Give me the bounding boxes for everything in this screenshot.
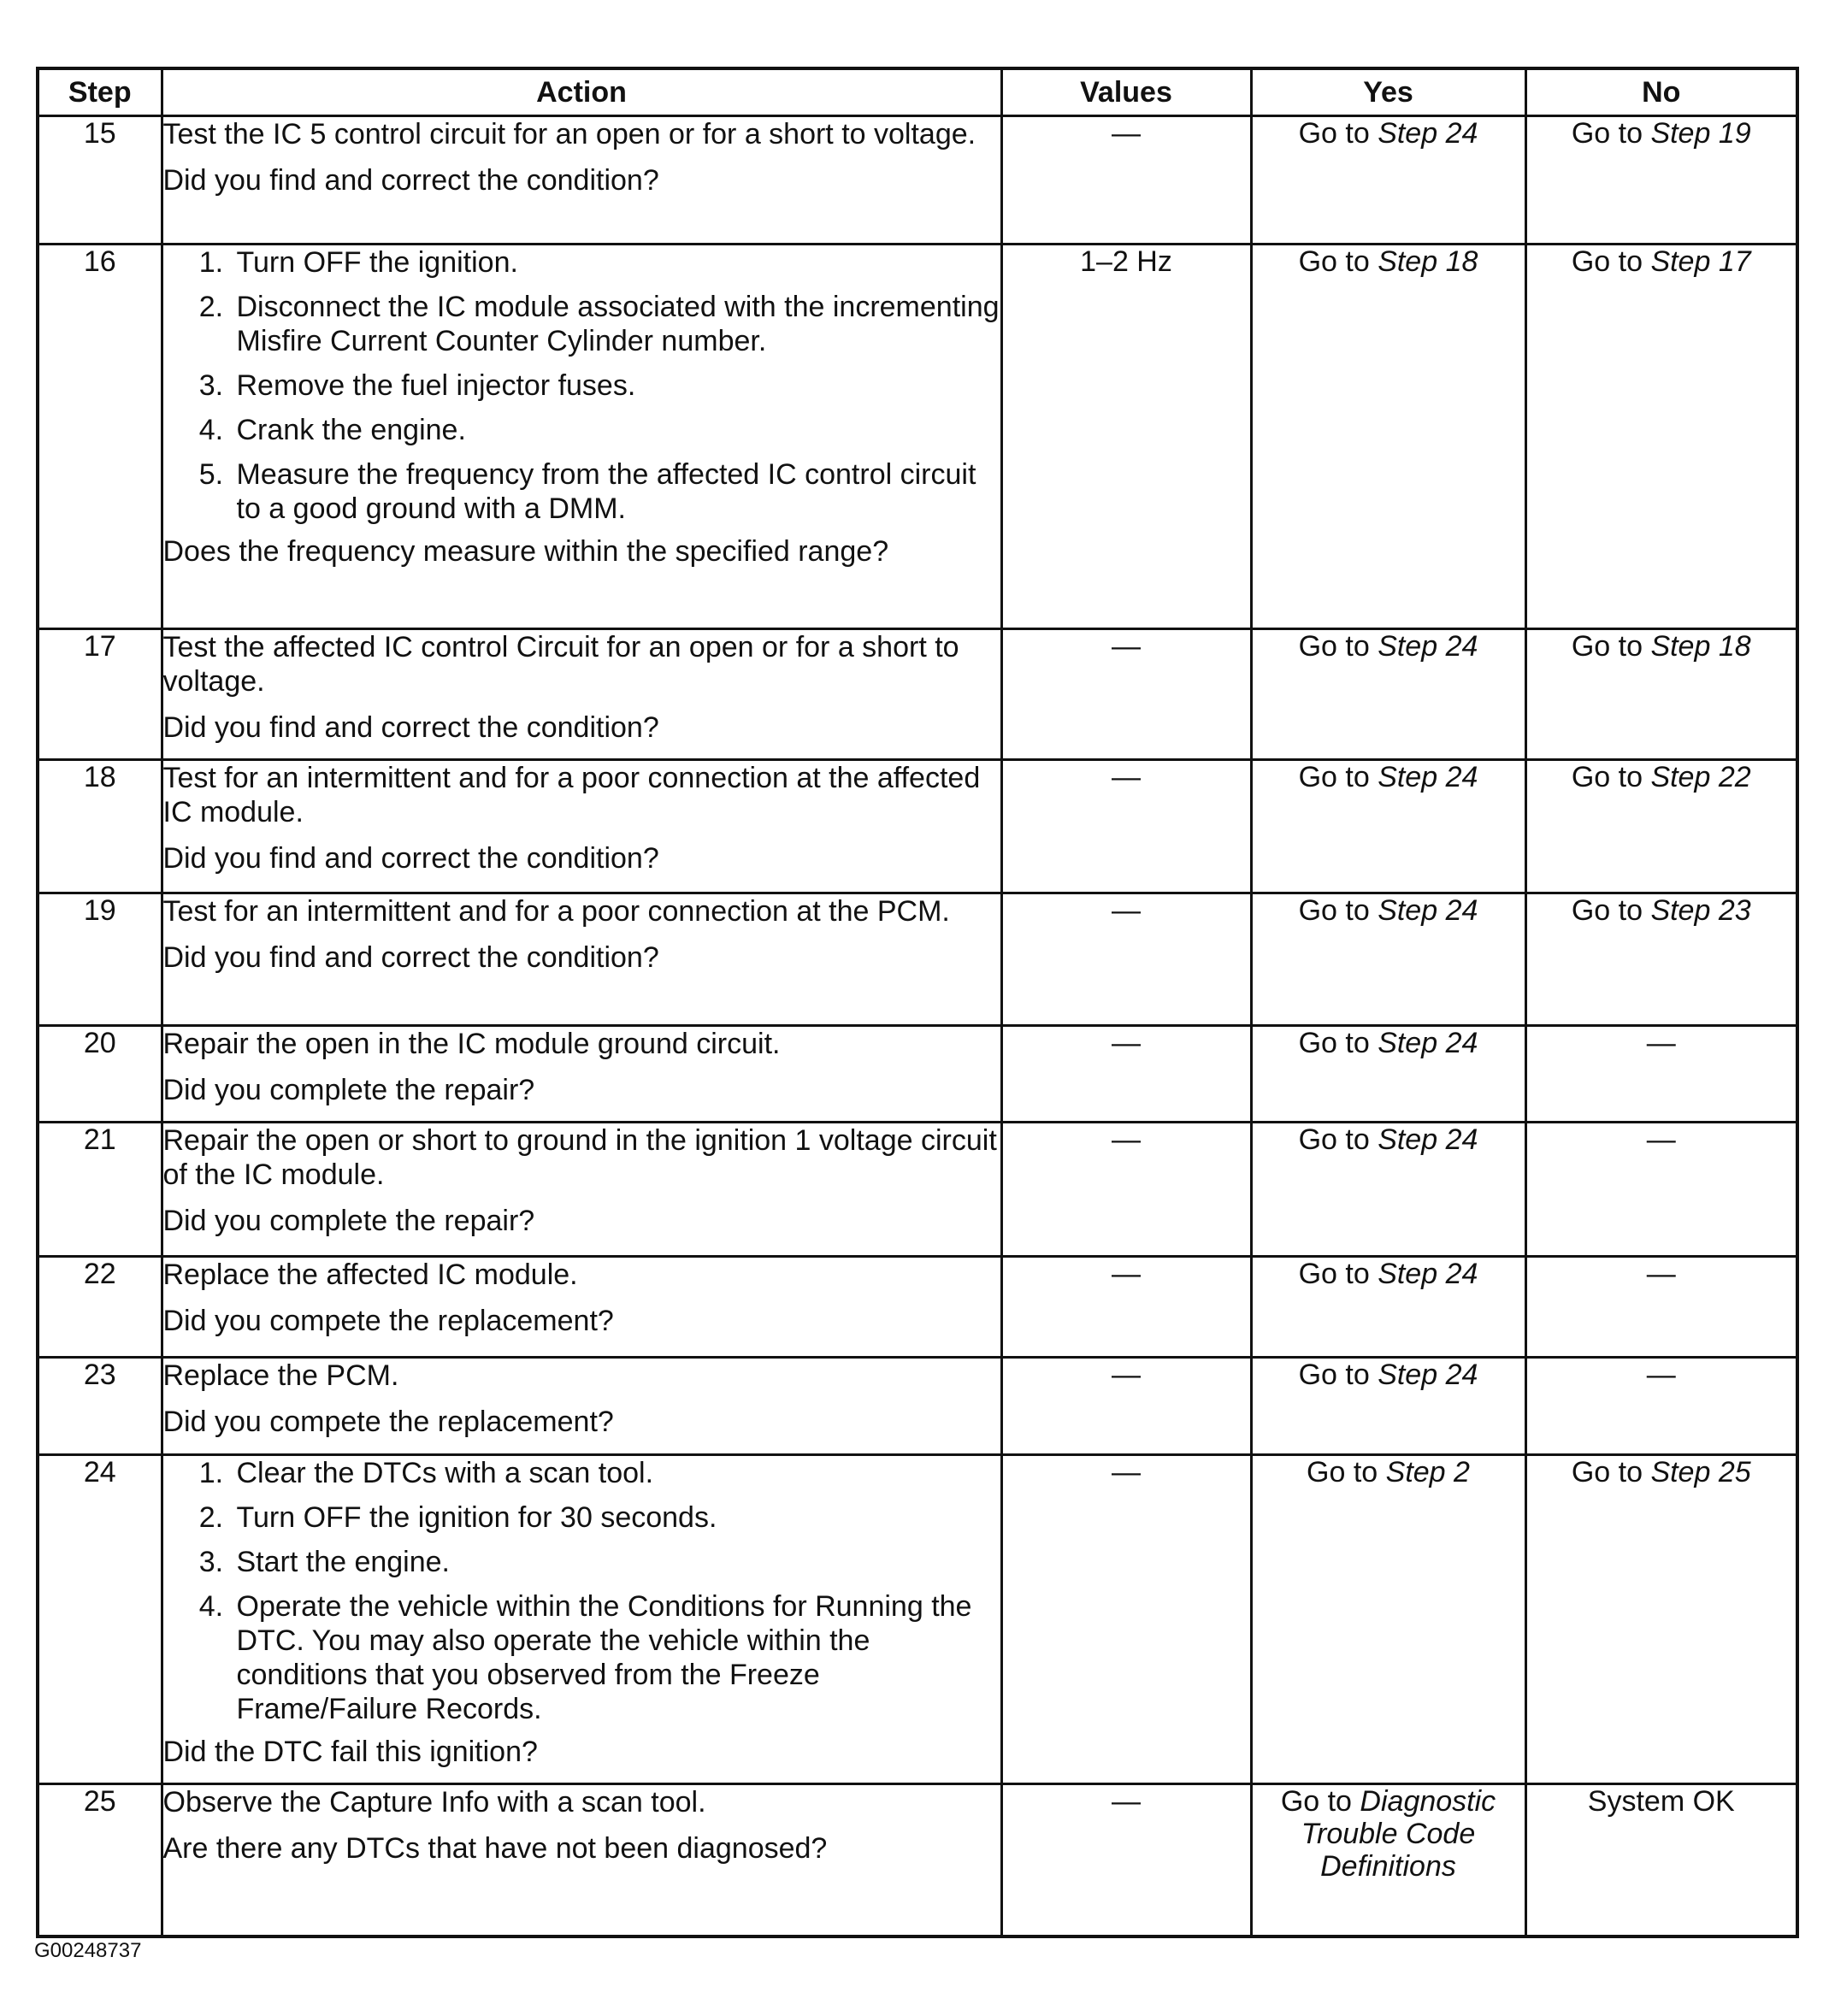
no-cell [1525, 1358, 1797, 1455]
goto-prefix: Go to [1298, 1123, 1378, 1156]
goto-target-link[interactable]: Step 23 [1650, 894, 1751, 927]
no-result-text: — [1646, 1123, 1676, 1156]
yes-cell [1251, 1784, 1525, 1936]
goto-target-link[interactable]: Step 24 [1378, 1359, 1478, 1391]
goto-target-link[interactable]: Step 24 [1378, 1258, 1478, 1290]
goto-target-link[interactable]: Diagnostic Trouble Code Definitions [1301, 1785, 1496, 1883]
action-intro: Observe the Capture Info with a scan tool. [162, 1786, 706, 1819]
goto-prefix: Go to [1298, 894, 1378, 927]
action-question: Did you find and correct the condition? [162, 164, 659, 197]
action-question: Does the frequency measure within the specified range? [162, 535, 889, 568]
table-row [38, 1455, 1797, 1784]
action-question: Did you complete the repair? [162, 1074, 535, 1106]
yes-cell [1251, 245, 1525, 629]
goto-prefix: Go to [1298, 1258, 1378, 1290]
no-cell [1525, 760, 1797, 893]
values-cell: — [1001, 629, 1251, 760]
action-step-item: 2. Turn OFF the ignition for 30 seconds. [232, 1500, 1000, 1535]
no-cell [1525, 1455, 1797, 1784]
step-number: 19 [38, 893, 162, 1026]
goto-target-link[interactable]: Step 22 [1650, 761, 1751, 793]
action-question: Did you complete the repair? [162, 1205, 535, 1237]
no-result-text: System OK [1587, 1785, 1735, 1818]
no-cell [1525, 1784, 1797, 1936]
action-step-item: 5. Measure the frequency from the affected IC control circuit to a good ground with a DMM. [232, 457, 1000, 526]
column-header-values: Values [1001, 68, 1251, 116]
table-row [38, 893, 1797, 1026]
step-number: 22 [38, 1257, 162, 1358]
action-step-item: 2. Disconnect the IC module associated with the incrementing Misfire Current Counter Cylinder number. [232, 290, 1000, 358]
action-cell [162, 1358, 1001, 1455]
values-cell: — [1001, 1455, 1251, 1784]
step-number: 25 [38, 1784, 162, 1936]
goto-target-link[interactable]: Step 18 [1650, 630, 1751, 663]
step-number: 17 [38, 629, 162, 760]
table-row [38, 760, 1797, 893]
step-number: 21 [38, 1123, 162, 1257]
values-cell: — [1001, 1257, 1251, 1358]
values-cell: — [1001, 1358, 1251, 1455]
column-header-yes: Yes [1251, 68, 1525, 116]
action-question: Did you find and correct the condition? [162, 842, 659, 875]
action-intro: Test for an intermittent and for a poor connection at the affected IC module. [162, 762, 981, 828]
action-intro: Test the affected IC control Circuit for an open or for a short to voltage. [162, 631, 959, 698]
step-number: 24 [38, 1455, 162, 1784]
values-cell: — [1001, 1123, 1251, 1257]
no-result-text: — [1646, 1258, 1676, 1290]
goto-prefix: Go to [1571, 894, 1651, 927]
no-cell [1525, 245, 1797, 629]
goto-target-link[interactable]: Step 24 [1378, 117, 1478, 150]
no-cell [1525, 1026, 1797, 1123]
goto-prefix: Go to [1298, 117, 1378, 150]
action-question: Did you find and correct the condition? [162, 941, 659, 974]
values-cell: — [1001, 760, 1251, 893]
action-cell [162, 116, 1001, 245]
values-cell: — [1001, 893, 1251, 1026]
step-number: 18 [38, 760, 162, 893]
table-header-row [38, 68, 1797, 116]
goto-target-link[interactable]: Step 24 [1378, 894, 1478, 927]
goto-prefix: Go to [1571, 245, 1651, 278]
goto-target-link[interactable]: Step 2 [1385, 1456, 1470, 1488]
action-cell [162, 629, 1001, 760]
goto-target-link[interactable]: Step 17 [1650, 245, 1751, 278]
action-step-item: 3. Start the engine. [232, 1545, 1000, 1579]
action-intro: Test for an intermittent and for a poor connection at the PCM. [162, 895, 950, 928]
no-cell [1525, 116, 1797, 245]
step-number: 15 [38, 116, 162, 245]
action-cell [162, 245, 1001, 629]
action-intro: Replace the affected IC module. [162, 1259, 578, 1291]
goto-target-link[interactable]: Step 24 [1378, 1123, 1478, 1156]
column-header-step: Step [38, 68, 162, 116]
no-cell [1525, 629, 1797, 760]
goto-prefix: Go to [1280, 1785, 1360, 1818]
no-cell [1525, 893, 1797, 1026]
action-question: Did you find and correct the condition? [162, 711, 659, 744]
yes-cell [1251, 1455, 1525, 1784]
goto-prefix: Go to [1298, 761, 1378, 793]
yes-cell [1251, 1123, 1525, 1257]
table-row [38, 1257, 1797, 1358]
table-body [38, 116, 1797, 1936]
diagnostic-table [36, 67, 1799, 1938]
goto-prefix: Go to [1571, 761, 1651, 793]
goto-prefix: Go to [1298, 1359, 1378, 1391]
goto-prefix: Go to [1571, 117, 1651, 150]
action-intro: Replace the PCM. [162, 1359, 399, 1392]
action-intro: Repair the open or short to ground in the ignition 1 voltage circuit of the IC module. [162, 1124, 997, 1191]
action-cell [162, 1257, 1001, 1358]
table-row [38, 629, 1797, 760]
yes-cell [1251, 1026, 1525, 1123]
column-header-no: No [1525, 68, 1797, 116]
table-row [38, 1026, 1797, 1123]
action-cell [162, 893, 1001, 1026]
action-step-item: 1. Clear the DTCs with a scan tool. [232, 1456, 1000, 1490]
action-question: Are there any DTCs that have not been diagnosed? [162, 1832, 828, 1865]
action-question: Did the DTC fail this ignition? [162, 1736, 538, 1768]
goto-target-link[interactable]: Step 18 [1378, 245, 1478, 278]
goto-target-link[interactable]: Step 24 [1378, 761, 1478, 793]
column-header-action: Action [162, 68, 1001, 116]
values-cell: 1–2 Hz [1001, 245, 1251, 629]
no-result-text: — [1646, 1027, 1676, 1059]
values-cell: — [1001, 116, 1251, 245]
action-intro: Test the IC 5 control circuit for an open or for a short to voltage. [162, 118, 976, 150]
values-cell: — [1001, 1026, 1251, 1123]
action-cell [162, 1455, 1001, 1784]
yes-cell [1251, 629, 1525, 760]
figure-id: G00248737 [34, 1939, 142, 1962]
goto-target-link[interactable]: Step 25 [1650, 1456, 1751, 1488]
action-step-item: 4. Operate the vehicle within the Conditions for Running the DTC. You may also operate the vehicle within the conditions that you observed from the Freeze Frame/Failure Records. [232, 1589, 1000, 1726]
action-step-item: 3. Remove the fuel injector fuses. [232, 368, 1000, 403]
no-result-text: — [1646, 1359, 1676, 1391]
table-row [38, 1123, 1797, 1257]
table-row [38, 1784, 1797, 1936]
action-steps-list [163, 245, 1000, 526]
goto-prefix: Go to [1298, 630, 1378, 663]
goto-prefix: Go to [1307, 1456, 1386, 1488]
goto-prefix: Go to [1298, 245, 1378, 278]
action-intro: Repair the open in the IC module ground circuit. [162, 1028, 781, 1060]
step-number: 20 [38, 1026, 162, 1123]
action-steps-list [163, 1456, 1000, 1726]
action-question: Did you compete the replacement? [162, 1406, 614, 1438]
yes-cell [1251, 1358, 1525, 1455]
yes-cell [1251, 116, 1525, 245]
goto-target-link[interactable]: Step 19 [1650, 117, 1751, 150]
no-cell [1525, 1123, 1797, 1257]
goto-prefix: Go to [1298, 1027, 1378, 1059]
yes-cell [1251, 760, 1525, 893]
no-cell [1525, 1257, 1797, 1358]
action-step-item: 4. Crank the engine. [232, 413, 1000, 447]
table-row [38, 1358, 1797, 1455]
goto-target-link[interactable]: Step 24 [1378, 630, 1478, 663]
yes-cell [1251, 893, 1525, 1026]
goto-prefix: Go to [1571, 1456, 1651, 1488]
table-row [38, 245, 1797, 629]
action-cell [162, 1784, 1001, 1936]
table-row [38, 116, 1797, 245]
goto-prefix: Go to [1571, 630, 1651, 663]
yes-cell [1251, 1257, 1525, 1358]
step-number: 16 [38, 245, 162, 629]
goto-target-link[interactable]: Step 24 [1378, 1027, 1478, 1059]
step-number: 23 [38, 1358, 162, 1455]
action-cell [162, 1123, 1001, 1257]
action-question: Did you compete the replacement? [162, 1305, 614, 1337]
values-cell: — [1001, 1784, 1251, 1936]
action-cell [162, 1026, 1001, 1123]
action-step-item: 1. Turn OFF the ignition. [232, 245, 1000, 280]
action-cell [162, 760, 1001, 893]
